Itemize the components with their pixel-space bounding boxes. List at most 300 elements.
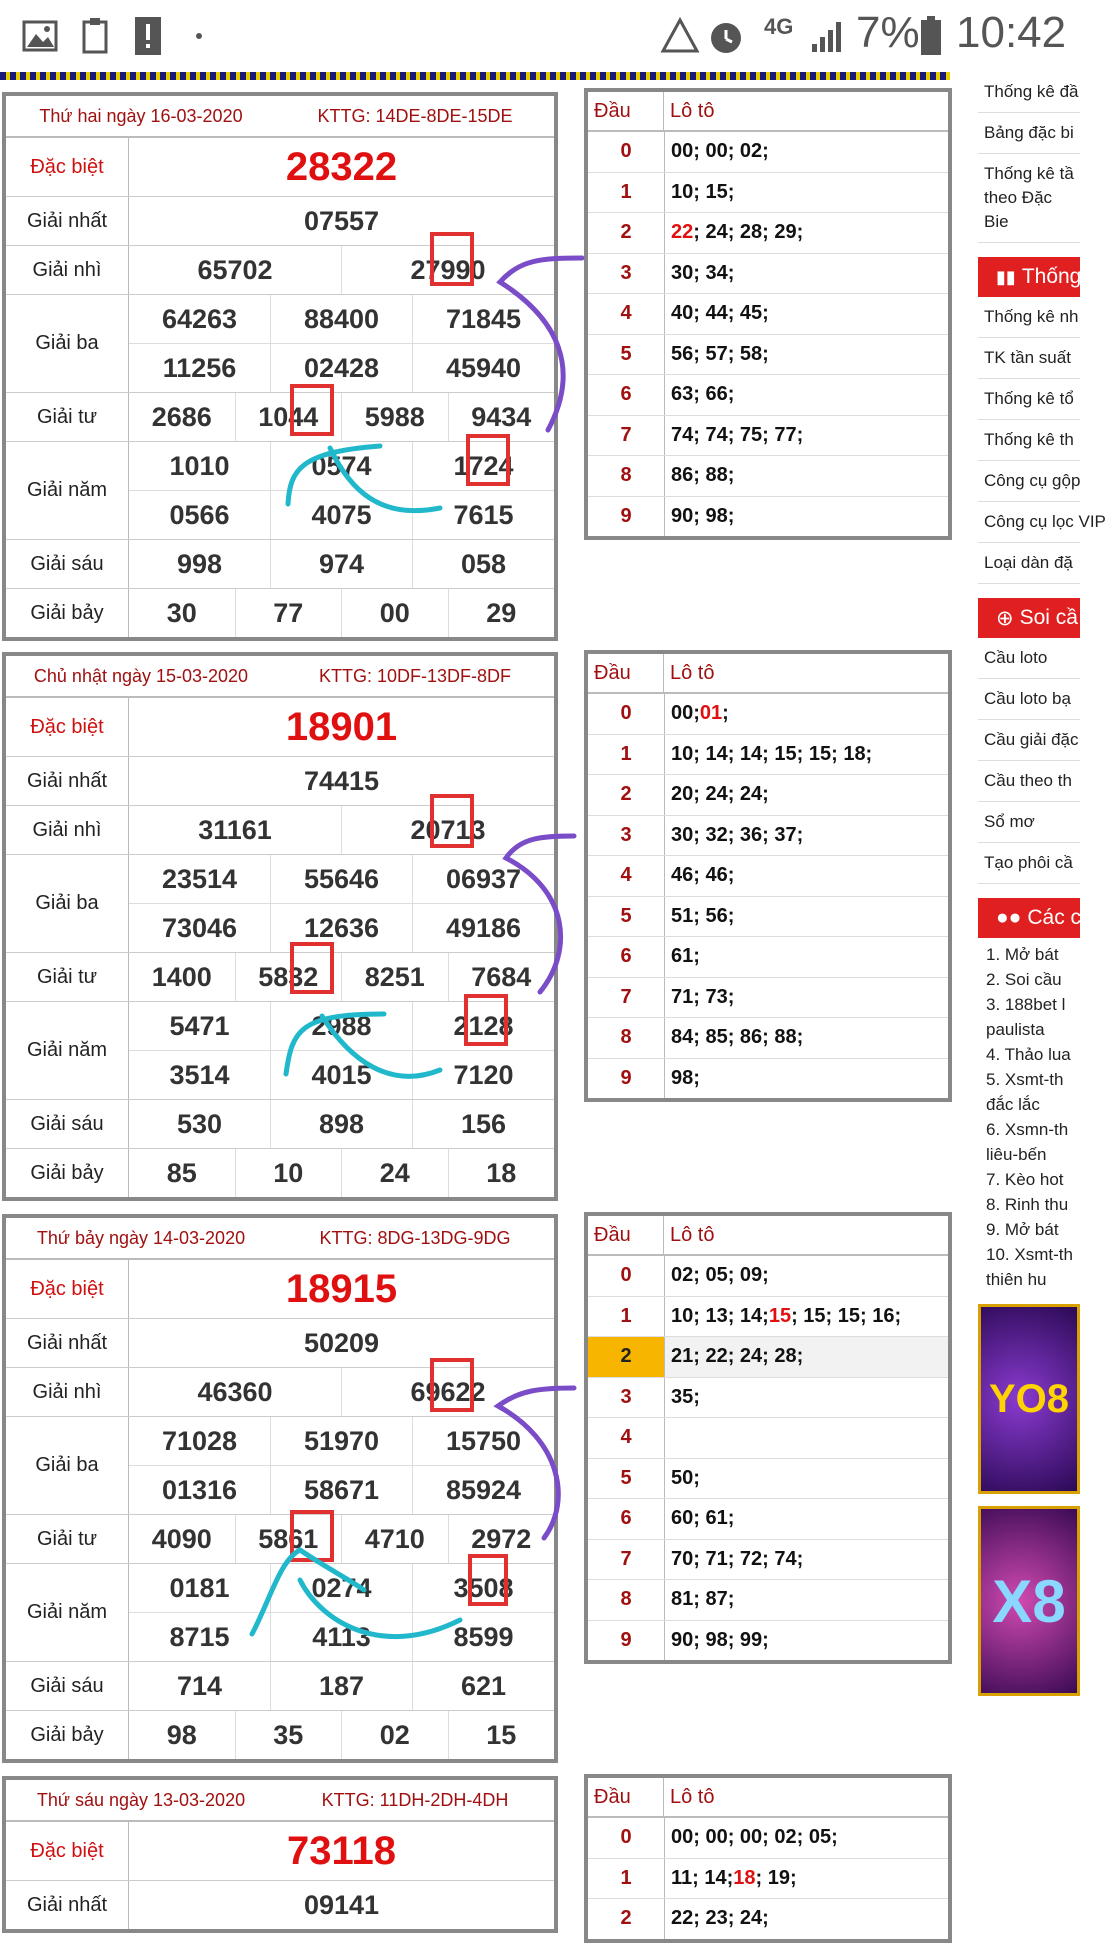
loto-row bbox=[588, 735, 948, 776]
prize-label: Giải nhất bbox=[6, 757, 129, 805]
prize-number: 3508 bbox=[453, 1572, 514, 1603]
prize-line bbox=[129, 855, 554, 904]
prize-number: 35 bbox=[236, 1711, 343, 1759]
loto-head-digit: 6 bbox=[588, 937, 665, 977]
prize-line bbox=[129, 953, 554, 1001]
loto-row bbox=[588, 497, 948, 537]
loto-values bbox=[665, 335, 948, 375]
banner-ad-2[interactable]: X8 bbox=[978, 1506, 1080, 1696]
prize-number: 2686 bbox=[129, 393, 236, 441]
prize-line bbox=[129, 1515, 554, 1563]
loto-head-digit: 0 bbox=[588, 694, 665, 734]
topic-link[interactable]: đắc lắc bbox=[986, 1095, 1040, 1114]
loto-row bbox=[588, 1580, 948, 1621]
prize-label: Đặc biệt bbox=[6, 698, 129, 756]
loto-number: 90; 98; bbox=[671, 504, 735, 527]
loto-head-digit: 9 bbox=[588, 1059, 665, 1099]
draw-date: Thứ bảy ngày 14-03-2020 bbox=[36, 1227, 246, 1248]
dau-header: Đầu bbox=[588, 1216, 664, 1254]
prize-line bbox=[129, 1711, 554, 1759]
prize-number: 8599 bbox=[453, 1621, 514, 1652]
prize-row-g2 bbox=[6, 246, 554, 295]
loto-head-digit: 8 bbox=[588, 1580, 665, 1620]
prize-line bbox=[129, 1002, 554, 1051]
loto-row bbox=[588, 775, 948, 816]
loto-row bbox=[588, 254, 948, 295]
prize-row-g3 bbox=[6, 1417, 554, 1515]
prize-line bbox=[129, 1881, 554, 1929]
loto-values bbox=[665, 416, 948, 456]
sidebar-soi-cau-item[interactable]: Tạo phôi cầ bbox=[978, 843, 1080, 884]
loto-values bbox=[665, 1818, 948, 1858]
prize-number: 12636 bbox=[271, 904, 413, 952]
prize-row-g2 bbox=[6, 806, 554, 855]
loto-head-digit: 0 bbox=[588, 1256, 665, 1296]
prize-label: Giải bảy bbox=[6, 589, 129, 637]
loto-values bbox=[665, 1297, 948, 1337]
loto-number: 30; 32; 36; 37; bbox=[671, 823, 804, 846]
prize-number: 7120 bbox=[453, 1059, 514, 1090]
loto-head-digit: 1 bbox=[588, 1297, 665, 1337]
loto-head-digit: 9 bbox=[588, 497, 665, 537]
loto-head-digit: 3 bbox=[588, 254, 665, 294]
prize-number: 4710 bbox=[342, 1515, 449, 1563]
prize-row-g4 bbox=[6, 393, 554, 442]
result-table bbox=[2, 1776, 558, 1933]
dau-header: Đầu bbox=[588, 1778, 664, 1816]
loto-number: 98; bbox=[671, 1066, 700, 1089]
loto-header-label: Lô tô bbox=[670, 661, 715, 684]
topic-link[interactable]: 2. Soi cầu bbox=[986, 970, 1062, 989]
topic-link[interactable]: 9. Mở bát bbox=[986, 1220, 1059, 1239]
loto-row bbox=[588, 937, 948, 978]
prize-number: 74415 bbox=[303, 765, 380, 796]
loto-row bbox=[588, 456, 948, 497]
sidebar-soi-cau-item[interactable]: Cầu loto bbox=[978, 638, 1080, 679]
topic-link[interactable]: 7. Kèo hot bbox=[986, 1170, 1064, 1189]
loto-number: 10; 13; 14; bbox=[671, 1304, 769, 1327]
prize-number: 20713 bbox=[410, 814, 486, 845]
prize-line bbox=[129, 540, 554, 588]
prize-number: 55646 bbox=[271, 855, 413, 903]
prize-label: Đặc biệt bbox=[6, 1260, 129, 1318]
loto-head-digit: 0 bbox=[588, 1818, 665, 1858]
prize-line bbox=[129, 295, 554, 344]
result-header bbox=[6, 1780, 554, 1822]
loto-head-digit: 1 bbox=[588, 173, 665, 213]
prize-label: Giải ba bbox=[6, 295, 129, 392]
loto-number: 21; 22; 24; 28; bbox=[671, 1345, 804, 1368]
prize-number: 06937 bbox=[445, 863, 522, 894]
gallery-icon bbox=[20, 14, 60, 58]
topic-link[interactable]: 3. 188bet l bbox=[986, 995, 1066, 1014]
loto-values bbox=[665, 937, 948, 977]
loto-row bbox=[588, 213, 948, 254]
draw-date: Thứ sáu ngày 13-03-2020 bbox=[36, 1789, 246, 1810]
topic-link[interactable]: 10. Xsmt-th bbox=[986, 1245, 1073, 1264]
topic-link[interactable]: liêu-bến bbox=[986, 1145, 1047, 1164]
prize-line bbox=[129, 197, 554, 245]
prize-line bbox=[129, 1662, 554, 1710]
sidebar-stat-item[interactable]: Thống kê đầ bbox=[978, 72, 1080, 113]
sidebar-head-cac-chu-de[interactable]: ●● Các ch bbox=[978, 898, 1080, 938]
loto-number: 18 bbox=[733, 1866, 756, 1889]
prize-row-g5 bbox=[6, 1002, 554, 1100]
loto-number: 00; 00; 00; 02; 05; bbox=[671, 1826, 838, 1849]
sidebar-thong-ke-item[interactable]: Thống kê nh bbox=[978, 297, 1080, 338]
alert-icon bbox=[132, 14, 164, 58]
prize-row-db bbox=[6, 698, 554, 757]
prize-number: 8715 bbox=[129, 1613, 271, 1661]
prize-number: 1724 bbox=[453, 450, 514, 481]
loto-header bbox=[588, 1778, 948, 1818]
loto-values bbox=[665, 856, 948, 896]
loto-row bbox=[588, 1297, 948, 1338]
prize-line bbox=[129, 698, 554, 756]
prize-label: Giải tư bbox=[6, 393, 129, 441]
prize-label: Giải nhất bbox=[6, 197, 129, 245]
loto-row bbox=[588, 897, 948, 938]
loto-values bbox=[665, 294, 948, 334]
prize-label: Giải bảy bbox=[6, 1711, 129, 1759]
loto-number: 40; 44; 45; bbox=[671, 302, 769, 325]
loto-values bbox=[665, 1499, 948, 1539]
prize-number: 77 bbox=[236, 589, 343, 637]
prize-label: Giải bảy bbox=[6, 1149, 129, 1197]
loto-header bbox=[588, 92, 948, 132]
loto-number: 51; 56; bbox=[671, 904, 735, 927]
loto-number: ; 15; 15; 16; bbox=[791, 1304, 902, 1327]
sidebar-soi-cau-item[interactable]: Sổ mơ bbox=[978, 802, 1080, 843]
topic-link[interactable]: 8. Rinh thu bbox=[986, 1195, 1069, 1214]
prize-number: 621 bbox=[460, 1670, 507, 1701]
sidebar-stat-item[interactable]: Bảng đặc bi bbox=[978, 113, 1080, 154]
result-header bbox=[6, 96, 554, 138]
sidebar-thong-ke-item[interactable]: TK tần suất bbox=[978, 338, 1080, 379]
prize-line bbox=[129, 1051, 554, 1099]
loto-number: 74; 74; 75; 77; bbox=[671, 423, 804, 446]
prize-number: 10 bbox=[236, 1149, 343, 1197]
prize-number: 65702 bbox=[129, 246, 342, 294]
loto-row bbox=[588, 1818, 948, 1859]
loto-row bbox=[588, 978, 948, 1019]
loto-values bbox=[665, 132, 948, 172]
users-icon: ●● bbox=[996, 906, 1022, 929]
dau-header: Đầu bbox=[588, 654, 664, 692]
loto-values bbox=[665, 497, 948, 537]
loto-values bbox=[665, 735, 948, 775]
banner-ad-1[interactable]: YO8 bbox=[978, 1304, 1080, 1494]
loto-head-digit: 8 bbox=[588, 1018, 665, 1058]
loto-number: 20; 24; 24; bbox=[671, 783, 769, 806]
sidebar-soi-cau-item[interactable]: Cầu loto bạ bbox=[978, 679, 1080, 720]
loto-number: 60; 61; bbox=[671, 1507, 735, 1530]
loto-values bbox=[665, 694, 948, 734]
loto-number: 22 bbox=[671, 221, 694, 244]
loto-head-digit: 3 bbox=[588, 1378, 665, 1418]
prize-number: 30 bbox=[129, 589, 236, 637]
topic-link[interactable]: thiên hu bbox=[986, 1270, 1047, 1289]
prize-number: 156 bbox=[460, 1108, 507, 1139]
loto-values bbox=[665, 775, 948, 815]
draw-code: KTTG: 11DH-2DH-4DH bbox=[321, 1789, 509, 1810]
prize-number: 69622 bbox=[410, 1376, 486, 1407]
loto-head-digit: 2 bbox=[588, 1899, 665, 1939]
prize-number: 45940 bbox=[445, 352, 522, 383]
prize-line bbox=[129, 491, 554, 539]
loto-values bbox=[665, 1378, 948, 1418]
loto-values bbox=[665, 254, 948, 294]
prize-number: 1010 bbox=[129, 442, 271, 490]
prize-row-g1 bbox=[6, 1881, 554, 1929]
sidebar-thong-ke-item[interactable]: Thống kê th bbox=[978, 420, 1080, 461]
prize-line bbox=[129, 442, 554, 491]
prize-label: Giải nhì bbox=[6, 246, 129, 294]
prize-number: 5861 bbox=[236, 1515, 343, 1563]
prize-line bbox=[129, 1417, 554, 1466]
prize-values bbox=[129, 1515, 554, 1563]
prize-number: 4113 bbox=[271, 1613, 413, 1661]
prize-number: 8251 bbox=[342, 953, 449, 1001]
loto-values bbox=[665, 1418, 948, 1458]
loto-head-digit: 6 bbox=[588, 1499, 665, 1539]
loto-head-digit: 3 bbox=[588, 816, 665, 856]
loto-head-digit: 5 bbox=[588, 335, 665, 375]
prize-number: 07557 bbox=[303, 205, 380, 236]
prize-number: 998 bbox=[129, 540, 271, 588]
sidebar-stat-item[interactable]: Thống kê tầ theo Đặc Bie bbox=[978, 154, 1080, 243]
loto-values bbox=[665, 1337, 948, 1377]
prize-row-g6 bbox=[6, 540, 554, 589]
prize-number: 4090 bbox=[129, 1515, 236, 1563]
loto-head-digit: 5 bbox=[588, 1459, 665, 1499]
loto-values bbox=[665, 456, 948, 496]
loto-number: 10; 15; bbox=[671, 180, 735, 203]
prize-number: 73118 bbox=[286, 1828, 397, 1873]
loto-head-digit: 5 bbox=[588, 897, 665, 937]
prize-values bbox=[129, 246, 554, 294]
loto-head-digit: 2 bbox=[588, 1337, 665, 1377]
draw-code: KTTG: 10DF-13DF-8DF bbox=[318, 665, 512, 686]
sidebar-soi-cau-item[interactable]: Cầu theo th bbox=[978, 761, 1080, 802]
prize-row-db bbox=[6, 138, 554, 197]
prize-number: 18915 bbox=[285, 1266, 398, 1311]
prize-number: 2972 bbox=[471, 1523, 532, 1554]
prize-line bbox=[129, 589, 554, 637]
loto-number: 81; 87; bbox=[671, 1588, 735, 1611]
signal-icon bbox=[810, 14, 846, 58]
loto-number: ; 19; bbox=[755, 1866, 797, 1889]
chart-icon: ▮▮ bbox=[996, 266, 1016, 287]
loto-number: 56; 57; 58; bbox=[671, 342, 769, 365]
loto-header-label: Lô tô bbox=[670, 1785, 715, 1808]
loto-number: ; bbox=[722, 702, 729, 725]
status-bar bbox=[0, 0, 1080, 72]
loto-number: 01 bbox=[699, 702, 723, 725]
sidebar-thong-ke-item[interactable]: Thống kê tổ bbox=[978, 379, 1080, 420]
prize-values bbox=[129, 138, 554, 196]
loto-number: 84; 85; 86; 88; bbox=[671, 1026, 804, 1049]
topic-link[interactable]: paulista bbox=[986, 1020, 1045, 1039]
prize-values bbox=[129, 757, 554, 805]
loto-row bbox=[588, 1378, 948, 1419]
loto-values bbox=[665, 1899, 948, 1939]
loto-values bbox=[665, 1859, 948, 1899]
loto-number: 10; 14; 14; 15; 15; 18; bbox=[671, 742, 873, 765]
prize-values bbox=[129, 1417, 554, 1514]
loto-head-digit: 7 bbox=[588, 1540, 665, 1580]
prize-row-g6 bbox=[6, 1100, 554, 1149]
prize-row-g4 bbox=[6, 1515, 554, 1564]
prize-row-g3 bbox=[6, 855, 554, 953]
prize-number: 714 bbox=[129, 1662, 271, 1710]
prize-values bbox=[129, 698, 554, 756]
prize-number: 24 bbox=[342, 1149, 449, 1197]
prize-number: 5471 bbox=[129, 1002, 271, 1050]
alarm-icon bbox=[706, 14, 746, 58]
loto-row bbox=[588, 1256, 948, 1297]
loto-number: 02; 05; 09; bbox=[671, 1264, 769, 1287]
prize-label: Giải năm bbox=[6, 1002, 129, 1099]
loto-number: 50; bbox=[671, 1466, 700, 1489]
prize-values bbox=[129, 1002, 554, 1099]
loto-number: 70; 71; 72; 74; bbox=[671, 1547, 804, 1570]
loto-row bbox=[588, 1018, 948, 1059]
prize-number: 49186 bbox=[445, 912, 522, 943]
loto-head-digit: 2 bbox=[588, 775, 665, 815]
prize-number: 31161 bbox=[129, 806, 342, 854]
prize-line bbox=[129, 904, 554, 952]
prize-values bbox=[129, 1881, 554, 1929]
sidebar bbox=[978, 72, 1106, 1920]
loto-number: 63; 66; bbox=[671, 383, 735, 406]
prize-line bbox=[129, 1613, 554, 1661]
topic-link[interactable]: 6. Xsmn-th bbox=[986, 1120, 1069, 1139]
loto-row bbox=[588, 1859, 948, 1900]
prize-number: 5988 bbox=[342, 393, 449, 441]
loto-table bbox=[584, 1212, 952, 1664]
loto-head-digit: 6 bbox=[588, 375, 665, 415]
loto-values bbox=[665, 1459, 948, 1499]
loto-values bbox=[665, 173, 948, 213]
prize-number: 11256 bbox=[129, 344, 271, 392]
loto-values bbox=[665, 1580, 948, 1620]
prize-label: Giải ba bbox=[6, 855, 129, 952]
prize-values bbox=[129, 953, 554, 1001]
loto-number: 61; bbox=[671, 945, 700, 968]
loto-row bbox=[588, 694, 948, 735]
network-type: 4G bbox=[764, 14, 794, 39]
loto-table bbox=[584, 88, 952, 540]
prize-number: 23514 bbox=[129, 855, 271, 903]
sidebar-head-thong-ke[interactable]: ▮▮ Thống bbox=[978, 257, 1080, 297]
loto-row bbox=[588, 173, 948, 214]
sidebar-thong-ke-item[interactable]: Loại dàn đặ bbox=[978, 543, 1080, 584]
prize-row-g1 bbox=[6, 757, 554, 806]
prize-number: 29 bbox=[486, 597, 517, 628]
prize-label: Giải sáu bbox=[6, 540, 129, 588]
result-header bbox=[6, 656, 554, 698]
topic-link[interactable]: 5. Xsmt-th bbox=[986, 1070, 1064, 1089]
prize-values bbox=[129, 1662, 554, 1710]
loto-table bbox=[584, 1774, 952, 1943]
loto-head-digit: 8 bbox=[588, 456, 665, 496]
prize-number: 27990 bbox=[410, 254, 486, 285]
loto-values bbox=[665, 1540, 948, 1580]
prize-label: Giải tư bbox=[6, 953, 129, 1001]
prize-values bbox=[129, 855, 554, 952]
loto-head-digit: 7 bbox=[588, 416, 665, 456]
result-table bbox=[2, 1214, 558, 1763]
battery-icon bbox=[918, 14, 944, 58]
sidebar-head-soi-cau[interactable]: ⊕ Soi cầ bbox=[978, 598, 1080, 638]
prize-values bbox=[129, 1149, 554, 1197]
loto-head-digit: 2 bbox=[588, 213, 665, 253]
header-stripe bbox=[0, 72, 950, 80]
loto-values bbox=[665, 897, 948, 937]
prize-number: 88400 bbox=[271, 295, 413, 343]
topic-list bbox=[978, 938, 1080, 1292]
prize-label: Giải sáu bbox=[6, 1662, 129, 1710]
loto-row bbox=[588, 1499, 948, 1540]
loto-row bbox=[588, 1621, 948, 1661]
prize-number: 4075 bbox=[271, 491, 413, 539]
prize-number: 50209 bbox=[303, 1327, 380, 1358]
prize-number: 5832 bbox=[236, 953, 343, 1001]
prize-number: 974 bbox=[271, 540, 413, 588]
sidebar-thong-ke-item[interactable]: Công cụ gộp bbox=[978, 461, 1080, 502]
draw-date: Chủ nhật ngày 15-03-2020 bbox=[33, 665, 249, 686]
prize-row-g6 bbox=[6, 1662, 554, 1711]
prize-values bbox=[129, 442, 554, 539]
loto-number: 35; bbox=[671, 1385, 700, 1408]
loto-head-digit: 0 bbox=[588, 132, 665, 172]
prize-label: Giải nhất bbox=[6, 1881, 129, 1929]
sidebar-soi-cau-item[interactable]: Cầu giải đặc bbox=[978, 720, 1080, 761]
loto-row bbox=[588, 416, 948, 457]
loto-head-digit: 4 bbox=[588, 856, 665, 896]
sidebar-thong-ke-item[interactable]: Công cụ lọc VIP bbox=[978, 502, 1080, 543]
result-table bbox=[2, 92, 558, 641]
prize-values bbox=[129, 540, 554, 588]
loto-number: ; 24; 28; 29; bbox=[693, 221, 804, 244]
prize-number: 0181 bbox=[129, 1564, 271, 1612]
prize-label: Giải nhì bbox=[6, 806, 129, 854]
prize-values bbox=[129, 1319, 554, 1367]
prize-label: Giải năm bbox=[6, 442, 129, 539]
loto-values bbox=[665, 1621, 948, 1661]
loto-table bbox=[584, 650, 952, 1102]
loto-values bbox=[665, 1018, 948, 1058]
loto-row bbox=[588, 132, 948, 173]
prize-number: 73046 bbox=[129, 904, 271, 952]
draw-code: KTTG: 8DG-13DG-9DG bbox=[319, 1227, 511, 1248]
prize-number: 15 bbox=[486, 1719, 517, 1750]
topic-link[interactable]: 1. Mở bát bbox=[986, 945, 1059, 964]
loto-number: 30; 34; bbox=[671, 261, 735, 284]
prize-number: 71028 bbox=[129, 1417, 271, 1465]
topic-link[interactable]: 4. Thảo lua bbox=[986, 1045, 1071, 1064]
prize-label: Giải nhì bbox=[6, 1368, 129, 1416]
prize-row-g5 bbox=[6, 1564, 554, 1662]
prize-line bbox=[129, 1466, 554, 1514]
prize-number: 02428 bbox=[271, 344, 413, 392]
battery-percent: 7% bbox=[856, 8, 920, 57]
draw-code: KTTG: 14DE-8DE-15DE bbox=[317, 105, 513, 126]
recycle-icon bbox=[660, 14, 700, 58]
loto-header bbox=[588, 1216, 948, 1256]
search-icon: ⊕ bbox=[996, 606, 1014, 630]
